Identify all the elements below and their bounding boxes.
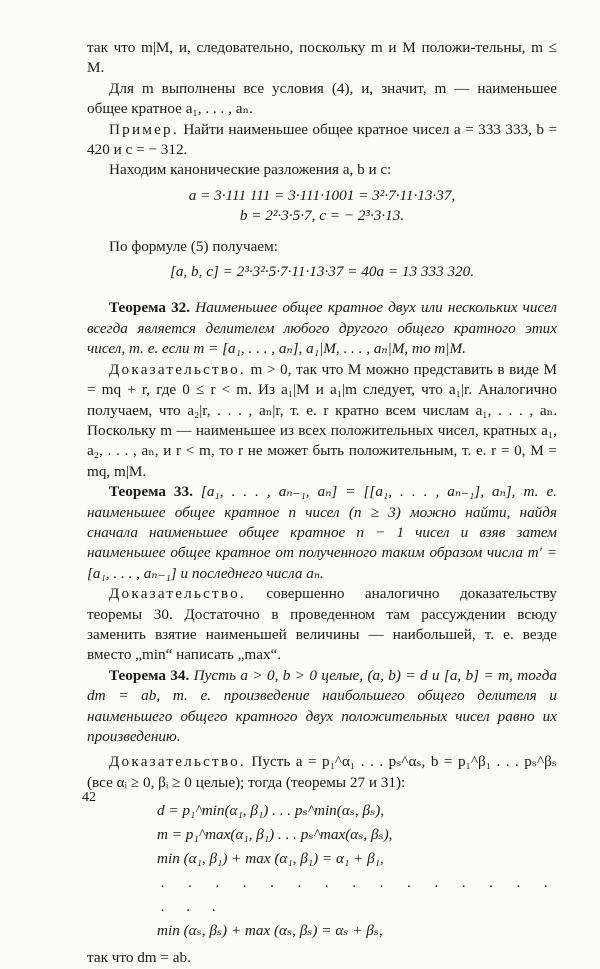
proof-33-label: Доказательство. [109, 585, 246, 603]
theorem-33-label: Теорема 33. [109, 483, 193, 501]
theorem-34-label: Теорема 34. [109, 666, 190, 684]
proof-34-label: Доказательство. [109, 753, 246, 771]
paragraph-final: так что dm = ab. [87, 949, 191, 967]
theorem-32 [87, 298, 557, 359]
theorem-33 [87, 482, 557, 584]
page-number: 42 [82, 790, 96, 805]
theorem-34-text: Пусть a > 0, b > 0 целые, (a, b) = d и [a, b] = m, тогда dm = ab, т. е. произведение наибольшего общего делителя и наименьшего общего кратного двух положительных чисел равно их произведению. [87, 666, 557, 745]
proof-33-text: совершенно аналогично доказательству теоремы 30. Достаточно в проведенном там рассуждении всюду заменить взятие наименьшей величины — наибольшей, т. е. везде вместо „min“ написать „max“. [87, 585, 558, 664]
equation-min-max-1: min (α₁, β₁) + max (α₁, β₁) = α₁ + β₁, [157, 850, 384, 868]
equation-min-max-s: min (αₛ, βₛ) + max (αₛ, βₛ) = αₛ + βₛ, [157, 922, 383, 940]
equation-m: m = p₁^max(α₁, β₁) . . . pₛ^max(αₛ, βₛ), [157, 826, 393, 844]
paragraph-conclusion: Для m выполнены все условия (4), и, значит, m — наименьшее общее кратное a₁, . . . , aₙ. [87, 79, 557, 118]
theorem-33-text: [a₁, . . . , aₙ₋₁, aₙ] = [[a₁, . . . , aₙ₋₁], aₙ], т. е. наименьшее общее кратное n чисел (n ≥ 3) можно найти, найдя сначала наименьшее общее кратное n − 1 чисел и взяв затем наименьшее общее кратное от полученного таким образом числа m′ = [a₁, . . . , aₙ₋₁] и последнего числа aₙ. [87, 483, 557, 582]
theorem-34 [87, 666, 557, 748]
equation-d: d = p₁^min(α₁, β₁) . . . pₛ^min(αₛ, βₛ), [157, 802, 385, 820]
proof-34-text: Пусть a = p₁^α₁ . . . pₛ^αₛ, b = p₁^β₁ . . . pₛ^βₛ (все αᵢ ≥ 0, βᵢ ≥ 0 целые); тогда (теоремы 27 и 31): [87, 753, 557, 791]
theorem-32-label: Теорема 32. [109, 299, 191, 317]
paragraph-formula: По формуле (5) получаем: [109, 237, 278, 255]
proof-32 [87, 360, 557, 482]
theorem-32-text: Наименьшее общее кратное двух или нескольких чисел всегда является делителем любого другого общего кратного этих чисел, т. е. если m = [a₁, . . . , aₙ], a₁|M, . . . , aₙ|M, то m|M. [87, 299, 557, 358]
proof-32-label: Доказательство. [109, 360, 246, 378]
proof-33 [87, 584, 557, 666]
example-paragraph [87, 120, 557, 161]
text-column [87, 38, 557, 969]
proof-32-text: m > 0, так что M можно представить в виде M = mq + r, где 0 ≤ r < m. Из a₁|M и a₁|m следует, что a₁|r. Аналогично получаем, что a₂|r, . . . , aₙ|r, т. е. r кратно всем числам a₁, . . . , aₙ. Поскольку m — наименьшее из всех положительных чисел, кратных a₁, a₂, . . . , aₙ, и r < m, то r не может быть положительным, т. е. r = 0, M = mq, m|M. [87, 360, 558, 480]
example-label: Пример. [109, 120, 179, 138]
equation-lcm: [a, b, c] = 2³·3²·5·7·11·13·37 = 40a = 13 333 320. [169, 263, 475, 281]
proof-34 [87, 752, 557, 793]
equation-dots: . . . . . . . . . . . . . . . . . . [161, 874, 557, 916]
example-text: Найти наименьшее общее кратное чисел a = 333 333, b = 420 и c = − 312. [87, 120, 558, 159]
paragraph-factorizations: Находим канонические разложения a, b и c: [109, 161, 392, 179]
equation-a: a = 3·111 111 = 3·111·1001 = 3²·7·11·13·37, [188, 186, 456, 204]
equation-b-c: b = 2²·3·5·7, c = − 2³·3·13. [239, 207, 405, 225]
paragraph-continuation: так что m|M, и, следовательно, поскольку m и M положи-тельны, m ≤ M. [87, 39, 557, 77]
equation-block-gcd-lcm [157, 799, 557, 943]
